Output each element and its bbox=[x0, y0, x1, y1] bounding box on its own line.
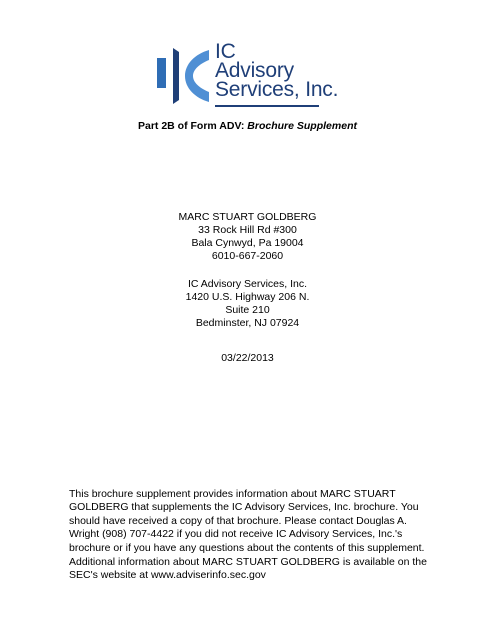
logo-wordmark bbox=[215, 42, 338, 99]
company-logo bbox=[157, 42, 347, 108]
document-heading bbox=[0, 120, 495, 132]
supervised-person-block bbox=[0, 211, 495, 263]
heading-italic: Brochure Supplement bbox=[247, 120, 357, 132]
date-text: 03/22/2013 bbox=[221, 352, 274, 364]
firm-name: IC Advisory Services, Inc. bbox=[187, 278, 308, 290]
person-address-line-1: 33 Rock Hill Rd #300 bbox=[198, 224, 297, 236]
person-name: MARC STUART GOLDBERG bbox=[178, 211, 317, 223]
document-date bbox=[0, 352, 495, 365]
logo-line-1: IC bbox=[215, 40, 236, 63]
person-address-line-2: Bala Cynwyd, Pa 19004 bbox=[191, 237, 304, 249]
person-phone: 6010-667-2060 bbox=[211, 250, 284, 262]
additional-info-paragraph: Additional information about MARC STUART GOLDBERG is available on the SEC's website at www.adviserinfo.sec.gov bbox=[69, 556, 427, 582]
logo-line-3: Services, Inc. bbox=[215, 78, 339, 101]
ic-logo-mark-icon bbox=[157, 48, 209, 104]
firm-address-line-1: 1420 U.S. Highway 206 N. bbox=[185, 291, 310, 303]
logo-line-2: Advisory bbox=[215, 59, 294, 82]
firm-block bbox=[0, 278, 495, 330]
firm-address-line-3: Bedminster, NJ 07924 bbox=[195, 317, 300, 329]
supplement-paragraph: This brochure supplement provides information about MARC STUART GOLDBERG that supplements the IC Advisory Services, Inc. brochure. You should have received a copy of that brochure. Please contact Douglas A. Wright (908) 707-4422 if you did not receive IC Advisory Services, Inc.'s brochure or if you have any questions about the contents of this supplement. bbox=[69, 488, 425, 554]
heading-main: Part 2B of Form ADV: bbox=[138, 120, 248, 132]
firm-address-line-2: Suite 210 bbox=[225, 304, 270, 316]
logo-underline bbox=[215, 105, 319, 107]
